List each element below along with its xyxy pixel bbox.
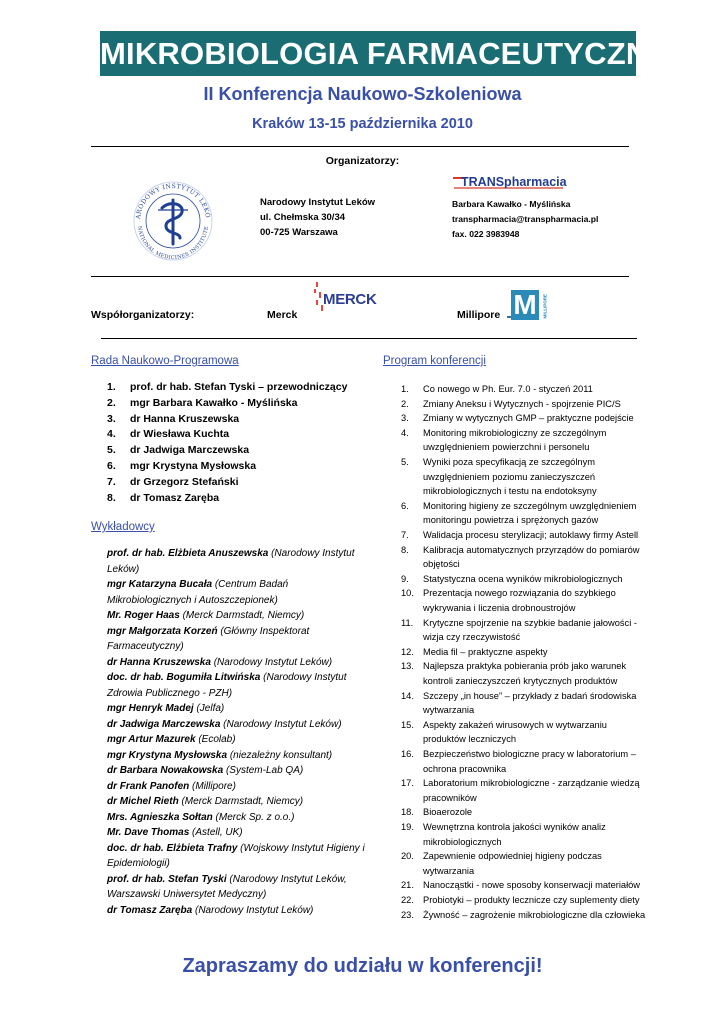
- list-item: 6. mgr Krystyna Mysłowska: [107, 459, 257, 472]
- list-item: 1. prof. dr hab. Stefan Tyski – przewodniczący: [107, 381, 348, 393]
- organizers-label: Organizatorzy:: [325, 155, 400, 167]
- banner-title: MIKROBIOLOGIA FARMACEUTYCZNA: [100, 31, 636, 76]
- program-item-text: monitoringu powietrza i sprężonych gazów: [423, 515, 599, 526]
- trans-fax: fax. 022 3983948: [452, 229, 520, 239]
- program-item: 1. Co nowego w Ph. Eur. 7.0 - styczeń 2011: [401, 382, 651, 397]
- program-item-text: wizja czy rzeczywistość: [423, 632, 521, 643]
- program-item-text: Prezentacja nowego rozwiązania do szybkiego: [423, 588, 616, 599]
- trans-email: transpharmacia@transpharmacia.pl: [452, 214, 599, 224]
- program-item-text: Co nowego w Ph. Eur. 7.0 - styczeń 2011: [423, 384, 593, 394]
- program-item-text: Laboratorium mikrobiologiczne - zarządzanie wiedzą: [423, 778, 640, 789]
- program-item-text: Bioaerozole: [423, 807, 473, 818]
- nil-ring-bottom: NATIONAL MEDICINES INSTITUTE: [136, 225, 210, 262]
- lecturer-line: mgr Katarzyna Bucała (Centrum Badań: [107, 579, 289, 590]
- program-item-text: ochrona pracownika: [423, 763, 507, 774]
- program-item-text: wytwarzania: [423, 705, 475, 716]
- program-item-text: Wewnętrzna kontrola jakości wyników analiz: [423, 822, 606, 832]
- nil-seal-logo-icon: [126, 180, 220, 262]
- program-item: 20. Zapewnienie odpowiedniej higieny podczas wytwarzania: [401, 849, 651, 878]
- program-item: 21. Nanocząstki - nowe sposoby konserwacji materiałów: [401, 878, 651, 893]
- program-item-text: mikrobiologicznych: [423, 836, 502, 847]
- program-item-text: Najlepsza praktyka pobierania prób jako warunek: [423, 661, 627, 672]
- program-item: 6. Monitoring higieny ze szczególnym uwzględnieniem monitoringu powietrza i sprężonych gazów: [401, 499, 651, 528]
- program-item: 5. Wyniki poza specyfikacją ze szczególnym uwzględnieniem poziomu zanieczyszczeń mikrobiologicznych i testu na endotoksyny: [401, 455, 651, 499]
- program-item-text: pracowników: [423, 792, 477, 803]
- millipore-label: Millipore: [457, 309, 501, 321]
- conference-date: Kraków 13-15 października 2010: [252, 116, 473, 132]
- merck-logo: [313, 279, 377, 315]
- program-item-text: Bezpieczeństwo biologiczne pracy w laboratorium –: [423, 749, 636, 759]
- nil-city: 00-725 Warszawa: [260, 227, 338, 238]
- nil-logo: [126, 180, 220, 262]
- conference-title: II Konferencja Naukowo-Szkoleniowa: [203, 84, 522, 104]
- lecturer-line: dr Hanna Kruszewska (Narodowy Instytut Leków): [107, 656, 333, 668]
- footer-invitation: Zapraszamy do udziału w konferencji!: [182, 955, 543, 977]
- transpharmacia-logo-text: TRANSpharmacia: [461, 175, 567, 189]
- program-item-text: Kalibracja automatycznych przyrządów do pomiarów: [423, 544, 640, 555]
- lecturer-line: doc. dr hab. Elżbieta Trafny (Wojskowy Instytut Higieny i: [107, 842, 365, 854]
- program-item-text: Szczepy „in house” – przykłady z badań środowiska: [423, 690, 637, 701]
- list-item: 4. dr Wiesława Kuchta: [107, 428, 230, 441]
- millipore-vertical: MILLIPORE: [542, 294, 548, 319]
- list-item: 7. dr Grzegorz Stefański: [107, 475, 239, 488]
- coorganizers-label: Współorganizatorzy:: [91, 309, 195, 321]
- nil-name: Narodowy Instytut Leków: [260, 197, 376, 208]
- lecturer-line: mgr Małgorzata Korzeń (Główny Inspektorat: [107, 625, 310, 637]
- program-item-text: objętości: [423, 559, 460, 570]
- program-item-text: Żywność – zagrożenie mikrobiologiczne dla człowieka: [423, 909, 646, 920]
- program-item: 4. Monitoring mikrobiologiczny ze szczególnym uwzględnieniem powierzchni i personelu: [401, 426, 651, 455]
- program-item: 17. Laboratorium mikrobiologiczne - zarządzanie wiedzą pracowników: [401, 776, 651, 805]
- program-heading[interactable]: Program konferencji: [383, 355, 486, 367]
- lecturer-line: mgr Krystyna Mysłowska (niezależny konsultant): [107, 749, 333, 761]
- divider: [91, 276, 629, 277]
- list-item: 2. mgr Barbara Kawałko - Myślińska: [107, 396, 298, 409]
- program-item: 9. Statystyczna ocena wyników mikrobiologicznych: [401, 572, 651, 587]
- program-item: 16. Bezpieczeństwo biologiczne pracy w laboratorium – ochrona pracownika: [401, 747, 651, 776]
- millipore-logo: M: [511, 290, 539, 320]
- program-item-text: wytwarzania: [423, 865, 475, 876]
- program-item-text: Wyniki poza specyfikacją ze szczególnym: [423, 457, 595, 467]
- lecturer-line: Mrs. Agnieszka Sołtan (Merck Sp. z o.o.): [107, 811, 295, 823]
- lecturer-line: Mikrobiologicznych i Autoszczepionek): [107, 594, 278, 606]
- program-list: [401, 382, 651, 920]
- program-item: 15. Aspekty zakażeń wirusowych w wytwarzaniu produktów leczniczych: [401, 718, 651, 747]
- program-item-text: Monitoring higieny ze szczególnym uwzględnieniem: [423, 500, 637, 511]
- program-item-text: Monitoring mikrobiologiczny ze szczególnym: [423, 427, 607, 438]
- program-item: 13. Najlepsza praktyka pobierania prób jako warunek kontroli zanieczyszczeń krytycznych produktów: [401, 659, 651, 688]
- program-item: 19. Wewnętrzna kontrola jakości wyników analiz mikrobiologicznych: [401, 820, 651, 849]
- list-item: 8. dr Tomasz Zaręba: [107, 491, 220, 504]
- program-item-text: Zapewnienie odpowiedniej higieny podczas: [423, 851, 602, 862]
- program-item-text: Statystyczna ocena wyników mikrobiologicznych: [423, 573, 623, 584]
- program-item-text: produktów leczniczych: [423, 734, 517, 745]
- program-item-text: mikrobiologicznych i testu na endotoksyny: [423, 486, 597, 497]
- program-item-text: Zmiany Aneksu i Wytycznych - spojrzenie PIC/S: [423, 398, 621, 409]
- program-item: 23. Żywność – zagrożenie mikrobiologiczne dla człowieka: [401, 908, 651, 923]
- trans-contact: [452, 197, 598, 242]
- program-item-text: wykrywania i liczenia drobnoustrojów: [423, 602, 576, 613]
- list-item: 5. dr Jadwiga Marczewska: [107, 444, 250, 457]
- lecturer-line: mgr Henryk Madej (Jelfa): [107, 703, 225, 714]
- program-item-text: Nanocząstki - nowe sposoby konserwacji materiałów: [423, 880, 641, 891]
- nil-street: ul. Chełmska 30/34: [260, 212, 346, 223]
- nil-ring-top: ARODOWY INSTYTUT LEKÓ: [134, 182, 211, 220]
- program-item-text: uwzględnieniem powierzchni i personelu: [423, 442, 590, 453]
- lecturer-line: mgr Artur Mazurek (Ecolab): [107, 734, 236, 745]
- merck-label: Merck: [267, 309, 298, 321]
- program-item-text: Walidacja procesu sterylizacji; autoklawy firmy Astell: [423, 530, 639, 540]
- program-item-text: Aspekty zakażeń wirusowych w wytwarzaniu: [423, 719, 607, 730]
- lecturer-line: Warszawski Uniwersytet Medyczny): [107, 889, 267, 900]
- lecturer-line: Mr. Roger Haas (Merck Darmstadt, Niemcy): [107, 610, 305, 621]
- lecturer-line: dr Michel Rieth (Merck Darmstadt, Niemcy): [107, 796, 304, 807]
- rada-heading[interactable]: Rada Naukowo-Programowa: [91, 355, 239, 367]
- lecturer-line: Leków): [107, 563, 140, 575]
- program-item-text: Probiotyki – produkty lecznicze czy suplementy diety: [423, 895, 640, 905]
- program-item-text: kontroli zanieczyszczeń krytycznych produktów: [423, 675, 618, 686]
- lecturer-line: prof. dr hab. Elżbieta Anuszewska (Narodowy Instytut: [107, 548, 355, 559]
- rada-list: [107, 380, 347, 506]
- lecturer-line: doc. dr hab. Bogumiła Litwińska (Narodowy Instytut: [107, 672, 347, 683]
- lecturer-line: dr Frank Panofen (Millipore): [107, 780, 236, 792]
- program-item-text: Zmiany w wytycznych GMP – praktyczne podejście: [423, 413, 634, 424]
- program-item-text: Krytyczne spojrzenie na szybkie badanie jałowości -: [423, 617, 637, 628]
- program-item: 22. Probiotyki – produkty lecznicze czy suplementy diety: [401, 893, 651, 908]
- program-item: 14. Szczepy „in house” – przykłady z badań środowiska wytwarzania: [401, 689, 651, 718]
- program-item: 10. Prezentacja nowego rozwiązania do szybkiego wykrywania i liczenia drobnoustrojów: [401, 586, 651, 615]
- lecturer-line: prof. dr hab. Stefan Tyski (Narodowy Instytut Leków,: [107, 873, 347, 885]
- lecturer-line: Mr. Dave Thomas (Astell, UK): [107, 827, 243, 838]
- program-item: 12. Media fil – praktyczne aspekty: [401, 645, 651, 660]
- lecturer-line: dr Tomasz Zaręba (Narodowy Instytut Leków): [107, 904, 314, 916]
- program-item: 3. Zmiany w wytycznych GMP – praktyczne podejście: [401, 411, 651, 426]
- program-item-text: uwzględnieniem poziomu zanieczyszczeń: [423, 471, 596, 482]
- lecturer-line: Farmaceutyczny): [107, 641, 184, 652]
- divider: [101, 338, 637, 339]
- program-item: 11. Krytyczne spojrzenie na szybkie badanie jałowości - wizja czy rzeczywistość: [401, 616, 651, 645]
- list-item: 3. dr Hanna Kruszewska: [107, 412, 240, 425]
- lecturer-line: dr Jadwiga Marczewska (Narodowy Instytut Leków): [107, 718, 342, 730]
- program-item: 8. Kalibracja automatycznych przyrządów do pomiarów objętości: [401, 543, 651, 572]
- trans-person: Barbara Kawałko - Myślińska: [452, 199, 571, 209]
- program-item-text: Media fil – praktyczne aspekty: [423, 646, 548, 657]
- merck-logo-text: MERCK: [323, 291, 377, 308]
- program-item: 2. Zmiany Aneksu i Wytycznych - spojrzenie PIC/S: [401, 397, 651, 412]
- lecturers-list: [107, 546, 365, 918]
- transpharmacia-logo: [451, 174, 571, 194]
- lecturer-line: Epidemiologii): [107, 858, 170, 869]
- lecturer-line: Zdrowia Publicznego - PZH): [107, 687, 233, 699]
- program-item: 7. Walidacja procesu sterylizacji; autoklawy firmy Astell: [401, 528, 651, 543]
- nil-address: [260, 195, 375, 240]
- lecturer-line: dr Barbara Nowakowska (System-Lab QA): [107, 765, 304, 776]
- divider: [91, 146, 629, 147]
- lecturers-heading[interactable]: Wykładowcy: [91, 521, 155, 533]
- program-item: 18. Bioaerozole: [401, 805, 651, 820]
